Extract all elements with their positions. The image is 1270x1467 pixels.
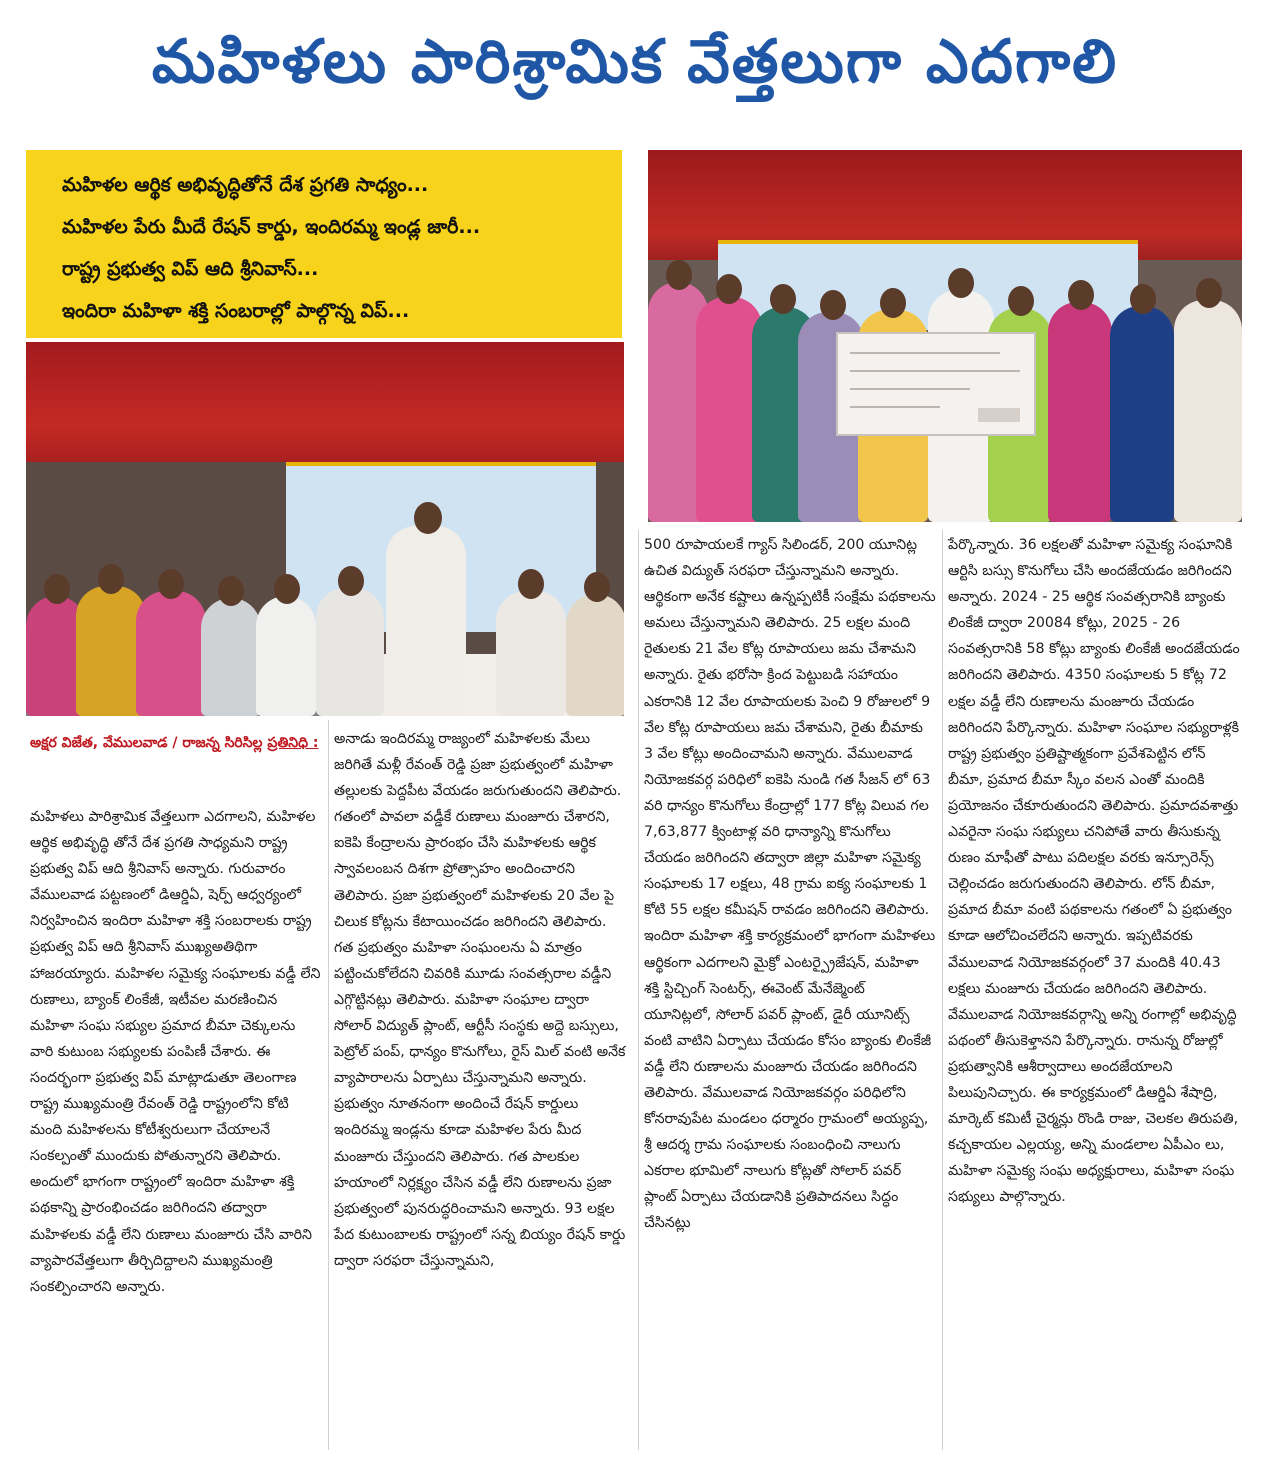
highlight-line: మహిళల పేరు మీదే రేషన్ కార్డు, ఇందిరమ్మ ఇండ్ల జారీ... [62, 216, 481, 238]
seated-guests [26, 516, 624, 716]
large-cheque [836, 332, 1036, 436]
article-column-1 [30, 804, 322, 1300]
article-text: అనాడు ఇందిరమ్మ రాజ్యంలో మహిళలకు మేలు జరిగితే మళ్లీ రేవంత్ రెడ్డి ప్రజా ప్రభుత్వంలో మహిళా తల్లులకు పెద్దపీట వేయడం జరుగుతుందని తెలిపారు. గతంలో పావలా వడ్డీకే రుణాలు మంజూరు చేశారని, ఐకెపి కేంద్రాలను ప్రారంభం చేసి మహిళలకు ఆర్థిక స్వావలంబన దిశగా ప్రోత్సాహం అందించారని తెలిపారు. ప్రజా ప్రభుత్వంలో మహిళలకు 20 వేల పై చిలుక కోట్లను కేటాయించడం జరిగిందని తెలిపారు. గత ప్రభుత్వం మహిళా సంఘంలను ఏ మాత్రం పట్టించుకోలేదని చివరికి మూడు సంవత్సరాల వడ్డీని ఎగ్గొట్టినట్లు తెలిపారు. మహిళా సంఘాల ద్వారా సోలార్ విద్యుత్ ప్లాంట్, ఆర్టీసీ సంస్థకు అద్దె బస్సులు, పెట్రోల్ పంప్, ధాన్యం కొనుగోలు, రైస్ మిల్ వంటి అనేక వ్యాపారాలను ఏర్పాటు చేస్తున్నామని అన్నారు. ప్రభుత్వం నూతనంగా అందించే రేషన్ కార్డులు ఇందిరమ్మ ఇండ్లను కూడా మహిళల పేరు మీద మంజూరు చేస్తుందని తెలిపారు. గత పాలకుల హయాంలో నిర్లక్ష్యం చేసిన వడ్డీ లేని రుణాలను ప్రజా ప్రభుత్వంలో పునరుద్ధరించామని అన్నారు. 93 లక్షల పేద కుటుంబాలకు రాష్ట్రంలో సన్న బియ్యం రేషన్ కార్డు ద్వారా సరఫరా చేస్తున్నామని, [334, 731, 626, 1269]
byline-label: ప్రతినిధి : [267, 735, 319, 751]
article-column-2 [334, 726, 630, 1274]
highlights-box [26, 150, 622, 338]
article-text: 500 రూపాయలకే గ్యాస్ సిలిండర్, 200 యూనిట్ల ఉచిత విద్యుత్ సరఫరా చేస్తున్నామని అన్నారు. ఆర్థికంగా అనేక కష్టాలు ఉన్నప్పటికీ సంక్షేమ పథకాలను అమలు చేస్తున్నామని తెలిపారు. 25 లక్షల మంది రైతులకు 21 వేల కోట్ల రూపాయలు జమ చేశామని అన్నారు. రైతు భరోసా క్రింద పెట్టుబడి సహాయం ఎకరానికి 12 వేల రూపాయలకు పెంచి 9 రోజులలో 9 వేల కోట్ల రూపాయలు జమ చేశామని, రైతు బీమాకు 3 వేల కోట్లు అందించామని అన్నారు. వేములవాడ నియోజకవర్గ పరిధిలో ఐకెపి నుండి గత సీజన్ లో 63 వరి ధాన్యం కొనుగోలు కేంద్రాల్లో 177 కోట్ల విలువ గల 7,63,877 క్వింటాళ్ల వరి ధాన్యాన్ని కొనుగోలు చేయడం జరిగిందని తద్వారా జిల్లా మహిళా సమైక్య సంఘాలకు 17 లక్షలు, 48 గ్రామ ఐక్య సంఘాలకు 1 కోటి 55 లక్షల కమీషన్ రావడం జరిగిందని తెలిపారు. ఇందిరా మహిళా శక్తి కార్యక్రమంలో భాగంగా మహిళలు ఆర్థికంగా ఎదగాలని మైక్రో ఎంటర్ప్రైజేషన్, మహిళా శక్తి స్టిచ్చింగ్ సెంటర్స్, ఈవెంట్ మేనేజ్మెంట్ యూనిట్లలో, సోలార్ పవర్ ప్లాంట్, డైరీ యూనిట్స్ వంటి వాటిని ఏర్పాటు చేయడం కోసం బ్యాంకు లింకేజీ వడ్డీ లేని రుణాలను మంజూరు చేయడం జరిగిందని తెలిపారు. వేములవాడ నియోజకవర్గం పరిధిలోని కోనరావుపేట మండలం ధర్మారం గ్రామంలో అయ్యప్ప, శ్రీ ఆదర్శ గ్రామ సంఘాలకు సంబంధించి నాలుగు ఎకరాల భూమిలో నాలుగు కోట్లతో సోలార్ పవర్ ప్లాంట్ ఏర్పాటు చేయడానికి ప్రతిపాదనలు సిద్ధం చేసినట్లు [644, 537, 936, 1232]
column-divider [328, 720, 329, 1450]
red-canopy [26, 342, 624, 462]
article-column-3 [644, 532, 936, 1237]
article-column-4 [948, 532, 1240, 1210]
highlight-line: ఇందిరా మహిళా శక్తి సంబరాల్లో పాల్గొన్న విప్... [62, 300, 410, 322]
byline [30, 730, 322, 756]
event-photo-cheque [648, 150, 1242, 522]
article-text: పేర్కొన్నారు. 36 లక్షలతో మహిళా సమైక్య సంఘానికి ఆర్టిసి బస్సు కొనుగోలు చేసి అందజేయడం జరిగిందని అన్నారు. 2024 - 25 ఆర్థిక సంవత్సరానికి బ్యాంకు లింకేజీ ద్వారా 20084 కోట్లు, 2025 - 26 సంవత్సరానికి 58 కోట్లు బ్యాంకు లింకేజీ అందజేయడం జరిగిందని తెలిపారు. 4350 సంఘాలకు 5 కోట్ల 72 లక్షల వడ్డీ లేని రుణాలను మంజూరు చేయడం జరిగిందని పేర్కొన్నారు. మహిళా సంఘాల సభ్యురాళ్లకి రాష్ట్ర ప్రభుత్వం ప్రతిష్టాత్మకంగా ప్రవేశపెట్టిన లోన్ బీమా, ప్రమాద బీమా స్కీం వలన ఎంతో మందికి ప్రయోజనం చేకూరుతుందని తెలిపారు. ప్రమాదవశాత్తు ఎవరైనా సంఘ సభ్యులు చనిపోతే వారు తీసుకున్న రుణం మాఫీతో పాటు పదిలక్షల వరకు ఇన్సూరెన్స్ చెల్లించడం జరుగుతుందని తెలిపారు. లోన్ బీమా, ప్రమాద బీమా వంటి పథకాలను గతంలో ఏ ప్రభుత్వం కూడా ఆలోచించలేదని అన్నారు. ఇప్పటివరకు వేములవాడ నియోజకవర్గంలో 37 మందికి 40.43 లక్షలు మంజూరు చేయడం జరిగిందని తెలిపారు. వేములవాడ నియోజకవర్గాన్ని అన్ని రంగాల్లో అభివృద్ధి పథంలో తీసుకెళ్తానని పేర్కొన్నారు. రానున్న రోజుల్లో ప్రభుత్వానికి ఆశీర్వాదాలు అందజేయాలని పిలుపునిచ్చారు. ఈ కార్యక్రమంలో డిఆర్డిఏ శేషాద్రి, మార్కెట్ కమిటీ చైర్మన్లు రొండి రాజు, చెలకల తిరుపతి, కచ్చకాయల ఎల్లయ్య, అన్ని మండలాల ఏపీఎం లు, మహిళా సమైక్య సంఘ అధ్యక్షురాలు, మహిళా సంఘ సభ్యులు పాల్గొన్నారు. [948, 537, 1240, 1206]
highlight-line: మహిళల ఆర్థిక అభివృద్ధితోనే దేశ ప్రగతి సాధ్యం... [62, 174, 429, 196]
column-divider [638, 530, 639, 1450]
article-text: మహిళలు పారిశ్రామిక వేత్తలుగా ఎదగాలని, మహిళల ఆర్థిక అభివృద్ధి తోనే దేశ ప్రగతి సాధ్యమని రాష్ట్ర ప్రభుత్వ విప్ ఆది శ్రీనివాస్ అన్నారు. గురువారం వేములవాడ పట్టణంలో డిఆర్డిఏ, షెర్ప్ ఆధ్వర్యంలో నిర్వహించిన ఇందిరా మహిళా శక్తి సంబరాలకు రాష్ట్ర ప్రభుత్వ విప్ ఆది శ్రీనివాస్ ముఖ్యఅతిథిగా హాజరయ్యారు. మహిళల సమైక్య సంఘాలకు వడ్డీ లేని రుణాలు, బ్యాంక్ లింకేజీ, ఇటీవల మరణించిన మహిళా సంఘ సభ్యుల ప్రమాద బీమా చెక్కులను వారి కుటుంబ సభ్యులకు పంపిణీ చేశారు. ఈ సందర్భంగా ప్రభుత్వ విప్ మాట్లాడుతూ తెలంగాణ రాష్ట్ర ముఖ్యమంత్రి రేవంత్ రెడ్డి రాష్ట్రంలోని కోటి మంది మహిళలను కోటీశ్వరులుగా చేయాలనే సంకల్పంతో ముందుకు పోతున్నారని తెలిపారు. అందులో భాగంగా రాష్ట్రంలో ఇందిరా మహిళా శక్తి పథకాన్ని ప్రారంభించడం జరిగిందని తద్వారా మహిళలకు వడ్డీ లేని రుణాలు మంజూరు చేసి వారిని వ్యాపారవేత్తలుగా తీర్చిదిద్దాలని ముఖ్యమంత్రి సంకల్పించారని అన్నారు. [30, 809, 321, 1295]
headline: మహిళలు పారిశ్రామిక వేత్తలుగా ఎదగాలి [151, 27, 1119, 97]
highlight-line: రాష్ట్ర ప్రభుత్వ విప్ ఆది శ్రీనివాస్... [62, 258, 319, 280]
column-divider [942, 530, 943, 1450]
event-photo-speaker [26, 342, 624, 716]
byline-text: అక్షర విజేత, వేములవాడ / రాజన్న సిరిసిల్ల [30, 735, 263, 751]
